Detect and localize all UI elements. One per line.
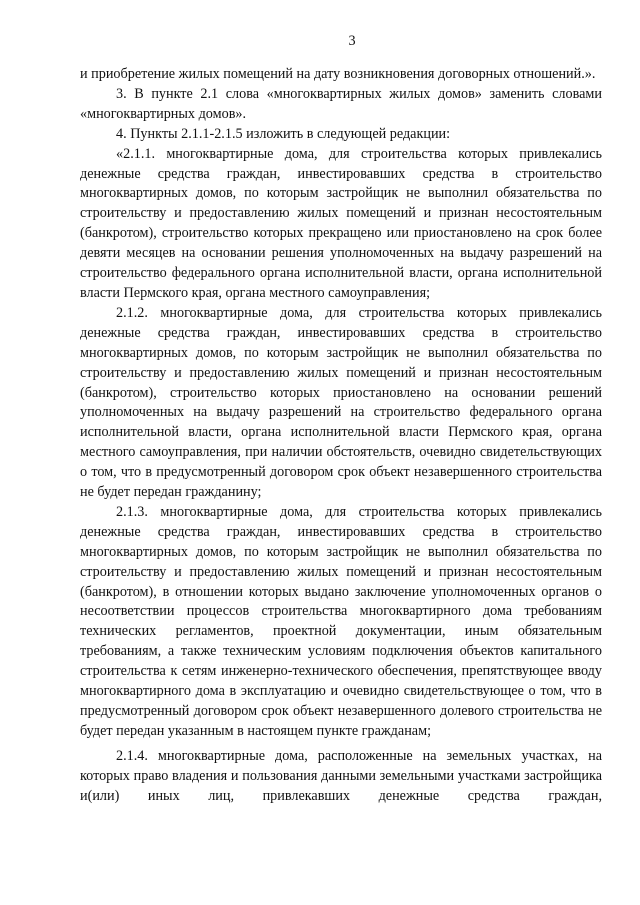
paragraph-2-1-4: 2.1.4. многоквартирные дома, расположенные на земельных участках, на которых право владения и пользования данными земельными участками застройщика и(или) иных лиц, привлекавших денежные средства граждан,	[80, 747, 602, 804]
paragraph-continuation: и приобретение жилых помещений на дату возникновения договорных отношений.».	[80, 66, 596, 82]
paragraph-2-1-1: «2.1.1. многоквартирные дома, для строительства которых привлекались денежные средства граждан, инвестировавших средства в строительство многоквартирных домов, по которым застройщик не выполнил обязательства по строительству и предоставлению жилых помещений и признан несостоятельным (банкротом), строительство которых прекращено или приостановлено на срок более девяти месяцев на основании решения уполномоченных на выдачу разрешений на строительство федерального органа исполнительной власти, органа исполнительной власти Пермского края, органа местного самоуправления;	[80, 145, 602, 301]
paragraph-2-1-2: 2.1.2. многоквартирные дома, для строительства которых привлекались денежные средства граждан, инвестировавших средства в строительство многоквартирных домов, по которым застройщик не выполнил обязательства по строительству и предоставлению жилых помещений и признан несостоятельным (банкротом), строительство которых приостановлено на основании решений уполномоченных на выдачу разрешений на строительство федерального органа исполнительной власти, органа исполнительной власти Пермского края, органа местного самоуправления, при наличии обстоятельств, очевидно свидетельствующих о том, что в предусмотренный договором срок объект незавершенного строительства не будет передан гражданину;	[80, 304, 602, 501]
paragraph-item-4: 4. Пункты 2.1.1-2.1.5 изложить в следующей редакции:	[116, 125, 451, 142]
paragraph-2-1-3: 2.1.3. многоквартирные дома, для строительства которых привлекались денежные средства граждан, инвестировавших средства в строительство многоквартирных домов, по которым застройщик не выполнил обязательства по строительству и предоставлению жилых помещений и признан несостоятельным (банкротом), в отношении которых выдано заключение уполномоченных органов о несоответствии процессов строительства многоквартирного дома требованиям технических регламентов, проектной документации, иным обязательным требованиям, а также техническим условиям подключения объектов капитального строительства к сетям инженерно-технического обеспечения, препятствующее вводу многоквартирного дома в эксплуатацию и очевидно свидетельствующее о том, что в предусмотренный договором срок объект незавершенного долевого строительства не будет передан указанным в настоящем пункте гражданам;	[80, 503, 602, 739]
page-number: 3	[348, 33, 356, 49]
paragraph-item-3: 3. В пункте 2.1 слова «многоквартирных жилых домов» заменить словами «многоквартирных домов».	[80, 85, 602, 122]
